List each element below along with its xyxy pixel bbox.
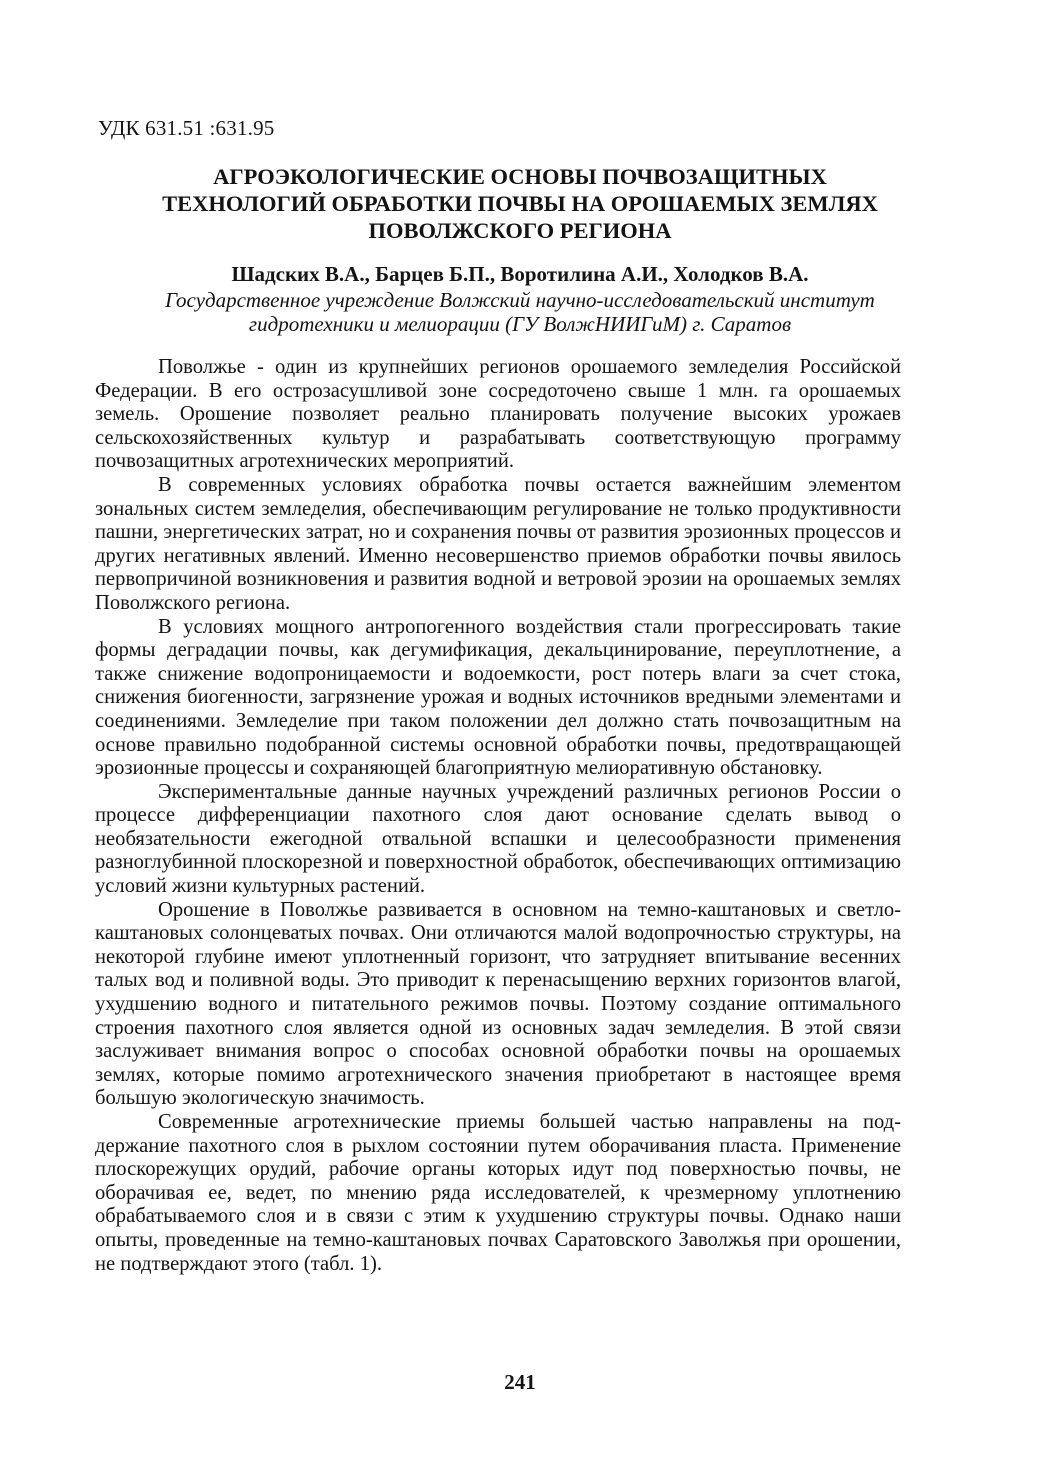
article-body bbox=[95, 356, 901, 1276]
body-paragraph: Орошение в Поволжье развивается в основном на темно-каштановых и светло-каштановых солонцеватых почвах. Они отличаются малой водопрочностью структуры, на некоторой глубине имеют уплотненный горизонт, что затрудняет впитывание весенних талых вод и поливной воды. Это приводит к перенасыщению верхних горизонтов влагой, ухудшению водного и питательного режимов почвы. Поэтому создание оптимального строения пахотного слоя является одной из основных задач земледелия. В этой связи заслуживает внимания вопрос о способах основной обработки почвы на орошаемых землях, которые помимо агротехнического значения приобретают в настоящее время большую экологическую значимость. bbox=[95, 898, 901, 1110]
page-number: 241 bbox=[504, 1370, 536, 1394]
body-paragraph: Поволжье - один из крупнейших регионов орошаемого земледелия Российской Федерации. В его острозасушливой зоне сосредоточено свыше 1 млн. га орошаемых земель. Орошение позволяет реально планировать получение высоких урожаев сельскохозяйственных культур и разрабатывать соответствующую программу почвозащитных агротехнических мероприятий. bbox=[95, 356, 901, 473]
title-line: ПОВОЛЖСКОГО РЕГИОНА bbox=[368, 218, 672, 243]
affiliation-line: гидротехники и мелиорации (ГУ ВолжНИИГиМ) г. Саратов bbox=[248, 312, 792, 336]
title-line: ТЕХНОЛОГИЙ ОБРАБОТКИ ПОЧВЫ НА ОРОШАЕМЫХ ЗЕМЛЯХ bbox=[162, 191, 878, 216]
udk-code: УДК 631.51 :631.95 bbox=[98, 116, 275, 140]
body-paragraph: Современные агротехнические приемы большей частью направлены на поддержание пахотного слоя в рыхлом состоянии путем оборачивания пласта. Применение плоскорежущих орудий, рабочие органы которых идут под поверхностью почвы, не оборачивая ее, ведет, по мнению ряда исследователей, к чрезмерному уплотнению обрабатываемого слоя и в связи с этим к ухудшению структуры почвы. Однако наши опыты, проведенные на темно-каштановых почвах Саратовского Заволжья при орошении, не подтверждают этого (табл. 1). bbox=[95, 1111, 901, 1275]
body-paragraph: В условиях мощного антропогенного воздействия стали прогрессировать такие формы деградации почвы, как дегумификация, декальцинирование, переуплотнение, а также снижение водопроницаемости и водоемкости, рост потерь влаги за счет стока, снижения биогенности, загрязнение урожая и водных источников вредными элементами и соединениями. Земледелие при таком положении дел должно стать почвозащитным на основе правильно подобранной системы основной обработки почвы, предотвращающей эрозионные процессы и сохраняющей благоприятную мелиоративную обстановку. bbox=[95, 615, 901, 780]
affiliation-line: Государственное учреждение Волжский научно-исследовательский институт bbox=[165, 288, 875, 312]
affiliation bbox=[90, 288, 950, 336]
authors: Шадских В.А., Барцев Б.П., Воротилина А.И., Холодков В.А. bbox=[231, 262, 809, 286]
title-line: АГРОЭКОЛОГИЧЕСКИЕ ОСНОВЫ ПОЧВОЗАЩИТНЫХ bbox=[213, 164, 827, 189]
body-paragraph: Экспериментальные данные научных учреждений различных регионов России о процессе дифференциации пахотного слоя дают основание сделать вывод о необязательности ежегодной отвальной вспашки и целесообразности применения разноглубинной плоскорезной и поверхностной обработок, обеспечивающих оптимизацию условий жизни культурных растений. bbox=[95, 780, 901, 898]
body-paragraph: В современных условиях обработка почвы остается важнейшим элементом зональных систем земледелия, обеспечивающим регулирование не только продуктивности пашни, энергетических затрат, но и сохранения почвы от развития эрозионных процессов и других негативных явлений. Именно несовершенство приемов обработки почвы явилось первопричиной возникновения и развития водной и ветровой эрозии на орошаемых землях Поволжского региона. bbox=[95, 473, 901, 614]
article-title bbox=[90, 163, 950, 244]
